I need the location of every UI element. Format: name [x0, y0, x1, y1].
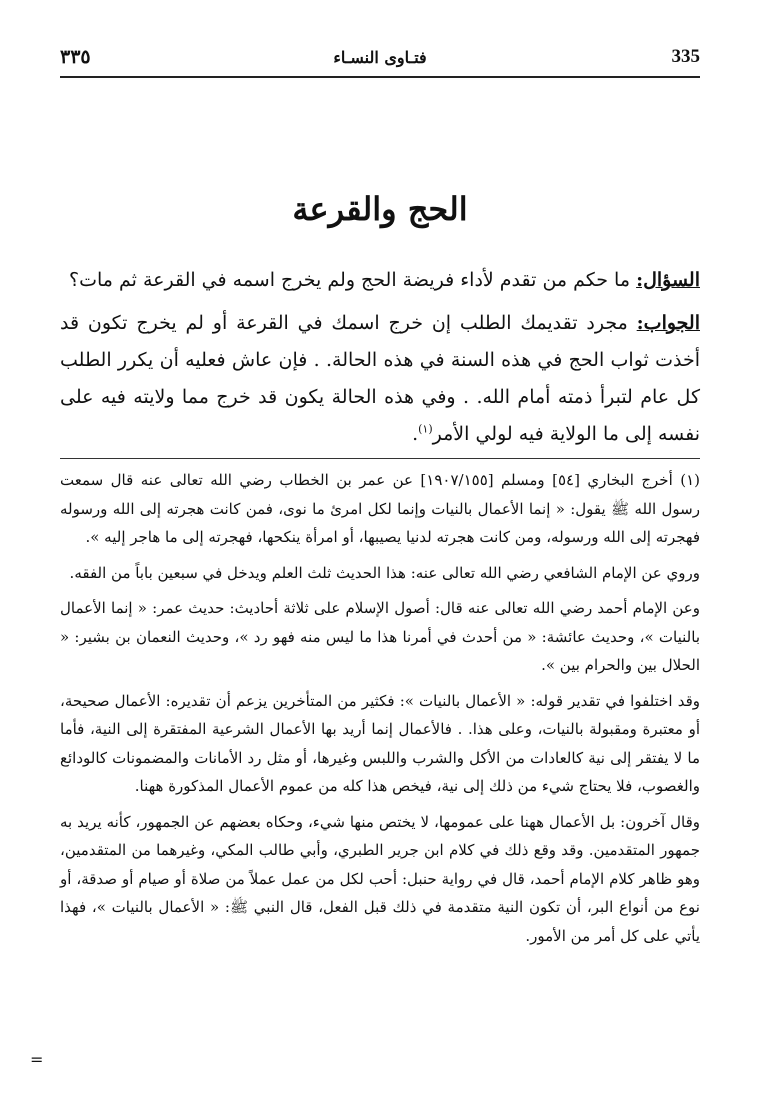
answer-paragraph	[60, 305, 700, 453]
answer-text: مجرد تقديمك الطلب إن خرج اسمك في القرعة أو لم يخرج تكون قد أخذت ثواب الحج في هذه السنة في هذه الحالة. . فإن عاش فعليه أن يكرر الطلب كل عام لتبرأ ذمته أمام الله. . وفي هذه الحالة يكون قد خرج مما ولايته فيه على نفسه إلى ما الولاية فيه لولي الأمر	[60, 312, 700, 445]
footnote-paragraph: وروي عن الإمام الشافعي رضي الله تعالى عنه: هذا الحديث ثلث العلم ويدخل في سبعين باباً من الفقه.	[69, 563, 700, 582]
question-text: ما حكم من تقدم لأداء فريضة الحج ولم يخرج اسمه في القرعة ثم مات؟	[69, 269, 637, 291]
question-label: السؤال:	[636, 269, 700, 291]
section-title: الحج والقرعة	[292, 190, 468, 228]
header-rule	[60, 76, 700, 78]
footnote-paragraph: (١) أخرج البخاري [٥٤] ومسلم [١٩٠٧/١٥٥] عن عمر بن الخطاب رضي الله تعالى عنه قال سمعت رسول الله ﷺ يقول: « إنما الأعمال بالنيات وإنما لكل امرئ ما نوى، فمن كانت هجرته إلى الله ورسوله فهجرته إلى الله ورسوله، ومن كانت هجرته لدنيا يصيبها، أو امرأة ينكحها، فهجرته إلى ما هاجر إليه ».	[60, 471, 700, 546]
page-number-latin: 335	[671, 46, 700, 67]
page-number-arabic: ٣٣٥	[60, 46, 91, 68]
footnotes	[60, 466, 700, 957]
page-header	[60, 42, 700, 72]
answer-label: الجواب:	[636, 312, 700, 334]
footnote-rule	[60, 458, 700, 459]
main-text	[60, 262, 700, 453]
question-paragraph	[60, 262, 700, 299]
running-title: فتـاوى النسـاء	[333, 48, 427, 67]
footnote-reference: (١)	[418, 422, 433, 436]
footnote-paragraph: وقد اختلفوا في تقدير قوله: « الأعمال بالنيات »: فكثير من المتأخرين يزعم أن تقديره: الأعمال صحيحة، أو معتبرة ومقبولة بالنيات، وعلى هذا. . فالأعمال إنما أريد بها الأعمال الشرعية المفتقرة إلى النية، فأما ما لا يفتقر إلى نية كالعادات من الأكل والشرب واللبس وغيرها، أو مثل رد الأمانات والمضمونات كالودائع والغصوب، فلا يحتاج شيء من ذلك إلى نية، فيخص هذا كله من عموم الأعمال المذكورة ههنا.	[60, 691, 700, 795]
footnote-paragraph: وقال آخرون: بل الأعمال ههنا على عمومها، لا يختص منها شيء، وحكاه بعضهم عن الجمهور، كأنه يريد به جمهور المتقدمين. وقد وقع ذلك في كلام ابن جرير الطبري، وأبي طالب المكي، وغيرهما من المتقدمين، وهو ظاهر كلام الإمام أحمد، قال في رواية حنبل: أحب لكل من عمل عملاً من صلاة أو صيام أو صدقة، أو نوع من أنواع البر، أن تكون النية متقدمة في ذلك قبل الفعل، قال النبي ﷺ: « الأعمال بالنيات »، فهذا يأتي على كل أمر من الأمور.	[60, 812, 700, 945]
margin-mark: =	[30, 1050, 44, 1069]
footnote-paragraph: وعن الإمام أحمد رضي الله تعالى عنه قال: أصول الإسلام على ثلاثة أحاديث: حديث عمر: « إنما الأعمال بالنيات »، وحديث عائشة: « من أحدث في أمرنا هذا ما ليس منه فهو رد »، وحديث النعمان بن بشير: « الحلال بين والحرام بين ».	[60, 599, 700, 674]
answer-end: .	[412, 423, 419, 445]
